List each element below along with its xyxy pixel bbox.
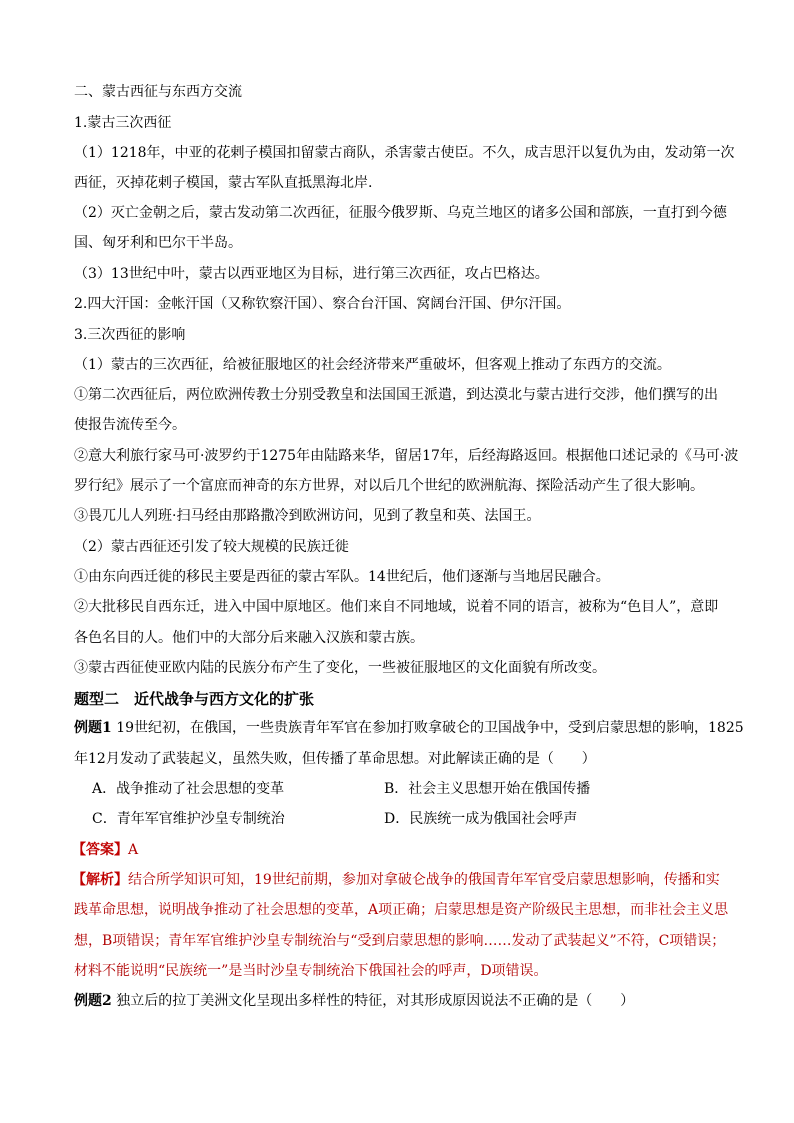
example-2-question-text: 独立后的拉丁美洲文化呈现出多样性的特征，对其形成原因说法不正确的是（ ） — [111, 993, 635, 1009]
answer-value: A — [128, 842, 139, 858]
paragraph-1-line-2: 西征，灭掉花剌子模国，蒙古军队直抵黑海北岸. — [74, 175, 373, 191]
example-1-question-line-1 — [74, 718, 744, 738]
explanation-text-1: 结合所学知识可知，19世纪前期，参加对拿破仑战争的俄国青年军官受启蒙思想影响，传播和实 — [128, 872, 720, 888]
impact-1b-line-1: ②意大利旅行家马可·波罗约于1275年由陆路来华，留居17年，后经海路返回。根据他口述记录的《马可·波 — [74, 448, 739, 464]
impact-2c: ③蒙古西征使亚欧内陆的民族分布产生了变化，一些被征服地区的文化面貌有所改变。 — [74, 660, 606, 676]
option-c: C．青年军官维护沙皇专制统治 — [92, 811, 285, 827]
impact-1c: ③畏兀儿人列班·扫马经由那路撒冷到欧洲访问，见到了教皇和英、法国王。 — [74, 508, 541, 524]
example-1-label: 例题1 — [74, 720, 112, 736]
impact-1a-line-1: ①第二次西征后，两位欧洲传教士分别受教皇和法国国王派遣，到达漠北与蒙古进行交涉，他们撰写的出 — [74, 387, 718, 403]
subheading-3: 3.三次西征的影响 — [74, 327, 186, 343]
explanation-tag: 【解析】 — [72, 872, 128, 888]
question-type-heading: 题型二 近代战争与西方文化的扩张 — [74, 690, 315, 708]
subheading-2: 2.四大汗国：金帐汗国（又称钦察汗国）、察合台汗国、窝阔台汗国、伊尔汗国。 — [74, 296, 571, 312]
explanation-line-1 — [72, 870, 720, 890]
impact-1a-line-2: 使报告流传至今。 — [74, 417, 186, 433]
example-2-question — [74, 991, 634, 1011]
impact-1: （1）蒙古的三次西征，给被征服地区的社会经济带来严重破坏，但客观上推动了东西方的交流。 — [74, 357, 671, 373]
example-2-label: 例题2 — [74, 993, 112, 1009]
example-1-question-line-2: 年12月发动了武装起义，虽然失败，但传播了革命思想。对此解读正确的是（ ） — [74, 751, 596, 767]
impact-2b-line-1: ②大批移民自西东迁，进入中国中原地区。他们来自不同地域，说着不同的语言，被称为“色目人”，意即 — [74, 599, 719, 615]
explanation-line-2: 践革命思想，说明战争推动了社会思想的变革，A项正确；启蒙思想是资产阶级民主思想，而非社会主义思 — [74, 902, 729, 918]
paragraph-2-line-2: 国、匈牙利和巴尔干半岛。 — [74, 235, 242, 251]
explanation-line-4: 材料不能说明“民族统一”是当时沙皇专制统治下俄国社会的呼声，D项错误。 — [74, 963, 548, 979]
answer-tag: 【答案】 — [72, 842, 128, 858]
option-a: A．战争推动了社会思想的变革 — [92, 781, 285, 797]
option-d: D．民族统一成为俄国社会呼声 — [384, 811, 578, 827]
subheading-1: 1.蒙古三次西征 — [74, 115, 172, 131]
paragraph-2-line-1: （2）灭亡金朝之后，蒙古发动第二次西征，征服今俄罗斯、乌克兰地区的诸多公国和部族，一直打到今德 — [74, 205, 727, 221]
section-title: 二、蒙古西征与东西方交流 — [74, 84, 242, 100]
example-1-question-text: 19世纪初，在俄国，一些贵族青年军官在参加打败拿破仑的卫国战争中，受到启蒙思想的影响，1825 — [111, 720, 744, 736]
impact-2b-line-2: 各色名目的人。他们中的大部分后来融入汉族和蒙古族。 — [74, 630, 424, 646]
explanation-line-3: 想，B项错误；青年军官维护沙皇专制统治与“受到启蒙思想的影响……发动了武装起义”不符，C项错误； — [74, 933, 726, 949]
paragraph-1-line-1: （1）1218年，中亚的花剌子模国扣留蒙古商队，杀害蒙古使臣。不久，成吉思汗以复仇为由，发动第一次 — [74, 145, 735, 161]
answer-line — [72, 840, 138, 860]
impact-1b-line-2: 罗行纪》展示了一个富庶而神奇的东方世界，对以后几个世纪的欧洲航海、探险活动产生了很大影响。 — [74, 478, 704, 494]
option-b: B．社会主义思想开始在俄国传播 — [384, 781, 591, 797]
impact-2a: ①由东向西迁徙的移民主要是西征的蒙古军队。14世纪后，他们逐渐与当地居民融合。 — [74, 569, 610, 585]
impact-2: （2）蒙古西征还引发了较大规模的民族迁徙 — [74, 539, 349, 555]
paragraph-3: （3）13世纪中叶，蒙古以西亚地区为目标，进行第三次西征，攻占巴格达。 — [74, 266, 549, 282]
